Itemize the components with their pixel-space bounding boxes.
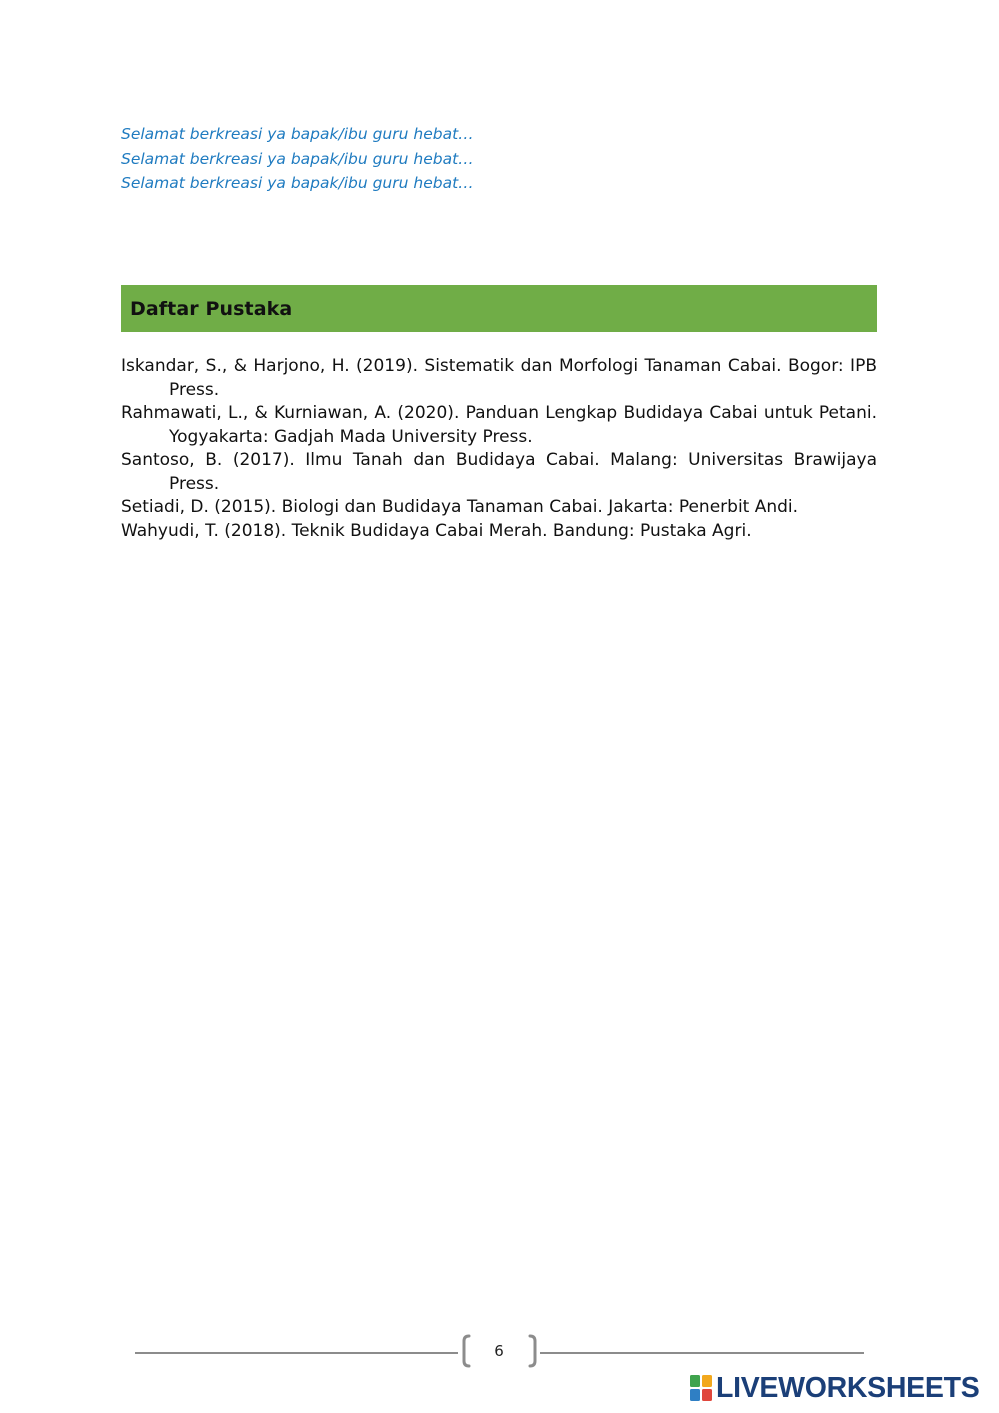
left-bracket-icon	[461, 1334, 471, 1368]
footer-divider-right	[540, 1352, 864, 1354]
footer-divider-left	[135, 1352, 458, 1354]
section-header-bar	[121, 285, 877, 332]
greeting-line: Selamat berkreasi ya bapak/ibu guru hebat…	[121, 174, 474, 192]
page-number: 6	[494, 1342, 504, 1360]
greeting-line: Selamat berkreasi ya bapak/ibu guru hebat…	[121, 149, 474, 168]
reference-item: Rahmawati, L., & Kurniawan, A. (2020). Panduan Lengkap Budidaya Cabai untuk Petani. Yogyakarta: Gadjah Mada University Press.	[121, 403, 877, 447]
reference-item: Wahyudi, T. (2018). Teknik Budidaya Cabai Merah. Bandung: Pustaka Agri.	[121, 520, 752, 541]
section-title: Daftar Pustaka	[130, 297, 293, 320]
greeting-line: Selamat berkreasi ya bapak/ibu guru hebat…	[121, 125, 474, 143]
reference-item: Iskandar, S., & Harjono, H. (2019). Sistematik dan Morfologi Tanaman Cabai. Bogor: IPB Press.	[121, 356, 877, 400]
liveworksheets-logo-icon	[690, 1375, 712, 1401]
greeting-block	[121, 122, 721, 196]
right-bracket-icon	[528, 1334, 538, 1368]
reference-item: Setiadi, D. (2015). Biologi dan Budidaya Tanaman Cabai. Jakarta: Penerbit Andi.	[121, 497, 799, 517]
liveworksheets-watermark	[690, 1372, 979, 1404]
liveworksheets-wordmark: LIVEWORKSHEETS	[716, 1372, 980, 1404]
reference-list	[121, 355, 877, 543]
reference-item: Santoso, B. (2017). Ilmu Tanah dan Budidaya Cabai. Malang: Universitas Brawijaya Press.	[121, 450, 877, 494]
